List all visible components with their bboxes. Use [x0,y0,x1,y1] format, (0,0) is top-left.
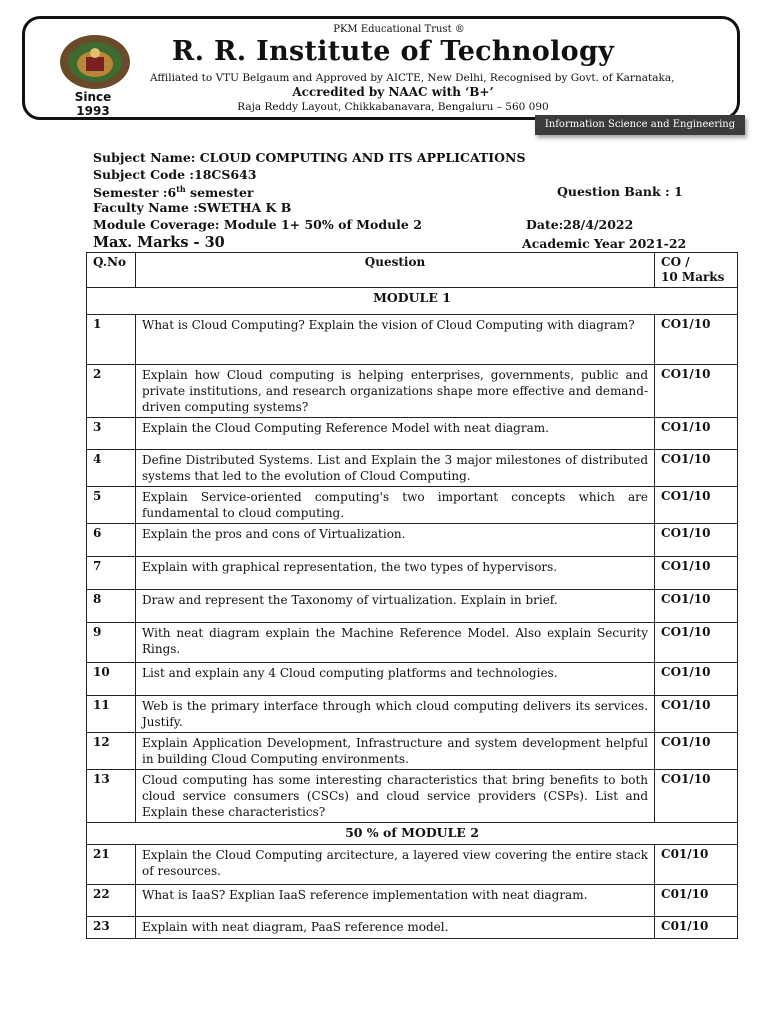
question-number: 10 [87,663,136,696]
question-number: 5 [87,487,136,524]
table-row [87,733,738,770]
question-number: 2 [87,365,136,418]
module2-title: 50 % of MODULE 2 [87,823,738,845]
header-co-line2: 10 Marks [661,270,725,284]
question-bank-number: Question Bank : 1 [557,184,683,199]
semester-label: Semester :6 [93,185,177,201]
question-text: Explain the Cloud Computing Reference Model with neat diagram. [135,418,654,450]
semester [93,184,254,200]
header-co-marks [655,253,738,288]
table-row [87,623,738,663]
course-outcome-marks: CO1/10 [655,418,738,450]
question-text: Cloud computing has some interesting characteristics that bring benefits to both cloud service consumers (CSCs) and cloud service providers (CSPs). List and Explain these characteristics? [135,770,654,823]
course-outcome-marks: CO1/10 [655,770,738,823]
question-number: 21 [87,845,136,885]
module2-questions [87,845,738,939]
question-text: What is IaaS? Explian IaaS reference implementation with neat diagram. [135,885,654,917]
question-text: Explain with graphical representation, the two types of hypervisors. [135,557,654,590]
question-text: Draw and represent the Taxonomy of virtualization. Explain in brief. [135,590,654,623]
question-text: Explain Application Development, Infrastructure and system development helpful in building Cloud Computing environments. [135,733,654,770]
question-number: 7 [87,557,136,590]
table-header-row [87,253,738,288]
question-text: What is Cloud Computing? Explain the vision of Cloud Computing with diagram? [135,315,654,365]
course-outcome-marks: C01/10 [655,885,738,917]
question-bank-table [86,252,738,939]
question-number: 1 [87,315,136,365]
header-qno: Q.No [87,253,136,288]
table-row [87,315,738,365]
academic-year: Academic Year 2021-22 [522,236,687,251]
module1-title: MODULE 1 [87,288,738,315]
course-outcome-marks: CO1/10 [655,733,738,770]
question-number: 3 [87,418,136,450]
question-text: Explain with neat diagram, PaaS reference model. [135,917,654,939]
question-text: With neat diagram explain the Machine Reference Model. Also explain Security Rings. [135,623,654,663]
question-number: 23 [87,917,136,939]
course-outcome-marks: CO1/10 [655,623,738,663]
subject-code: Subject Code :18CS643 [93,167,257,182]
table-row [87,917,738,939]
accreditation-text: Accredited by NAAC with ‘B+’ [292,85,494,99]
since-year: Since 1993 [74,90,112,118]
address-text: Raja Reddy Layout, Chikkabanavara, Bengaluru – 560 090 [237,101,549,113]
table-row [87,557,738,590]
question-text: Explain Service-oriented computing's two important concepts which are fundamental to cloud computing. [135,487,654,524]
question-number: 12 [87,733,136,770]
course-outcome-marks: CO1/10 [655,487,738,524]
course-outcome-marks: CO1/10 [655,696,738,733]
header-co-line1: CO / [661,255,690,269]
header-question: Question [135,253,654,288]
module-coverage: Module Coverage: Module 1+ 50% of Module 2 [93,217,422,232]
question-text: Define Distributed Systems. List and Explain the 3 major milestones of distributed systems that led to the evolution of Cloud Computing. [135,450,654,487]
exam-date: Date:28/4/2022 [526,217,634,232]
question-text: Explain how Cloud computing is helping enterprises, governments, public and private institutions, and research organizations shape more effective and demand-driven computing systems? [135,365,654,418]
course-outcome-marks: CO1/10 [655,365,738,418]
question-number: 22 [87,885,136,917]
semester-superscript: th [176,184,186,194]
trust-name: PKM Educational Trust ® [333,24,465,35]
institute-name: R. R. Institute of Technology [171,36,615,67]
question-number: 9 [87,623,136,663]
table-row [87,365,738,418]
question-number: 13 [87,770,136,823]
table-row [87,696,738,733]
table-row [87,845,738,885]
question-number: 8 [87,590,136,623]
question-text: List and explain any 4 Cloud computing platforms and technologies. [135,663,654,696]
course-outcome-marks: CO1/10 [655,557,738,590]
question-number: 11 [87,696,136,733]
module1-title-row [87,288,738,315]
course-outcome-marks: C01/10 [655,917,738,939]
course-outcome-marks: CO1/10 [655,663,738,696]
affiliation-text: Affiliated to VTU Belgaum and Approved by AICTE, New Delhi, Recognised by Govt. of Karnataka, [150,72,675,84]
table-row [87,487,738,524]
question-number: 6 [87,524,136,557]
question-text: Explain the pros and cons of Virtualization. [135,524,654,557]
table-row [87,450,738,487]
course-outcome-marks: CO1/10 [655,524,738,557]
table-row [87,590,738,623]
question-number: 4 [87,450,136,487]
semester-suffix: semester [185,185,254,201]
question-text: Web is the primary interface through which cloud computing delivers its services. Justify. [135,696,654,733]
table-row [87,663,738,696]
table-row [87,885,738,917]
module1-questions [87,315,738,823]
course-outcome-marks: CO1/10 [655,315,738,365]
course-outcome-marks: CO1/10 [655,450,738,487]
max-marks: Max. Marks - 30 [93,234,225,251]
question-text: Explain the Cloud Computing arcitecture, a layered view covering the entire stack of resources. [135,845,654,885]
course-outcome-marks: CO1/10 [655,590,738,623]
course-outcome-marks: C01/10 [655,845,738,885]
department-banner: Information Science and Engineering [535,115,745,135]
subject-name: Subject Name: CLOUD COMPUTING AND ITS APPLICATIONS [93,150,526,165]
table-row [87,770,738,823]
table-row [87,524,738,557]
table-row [87,418,738,450]
faculty-name: Faculty Name :SWETHA K B [93,200,292,215]
module2-title-row [87,823,738,845]
